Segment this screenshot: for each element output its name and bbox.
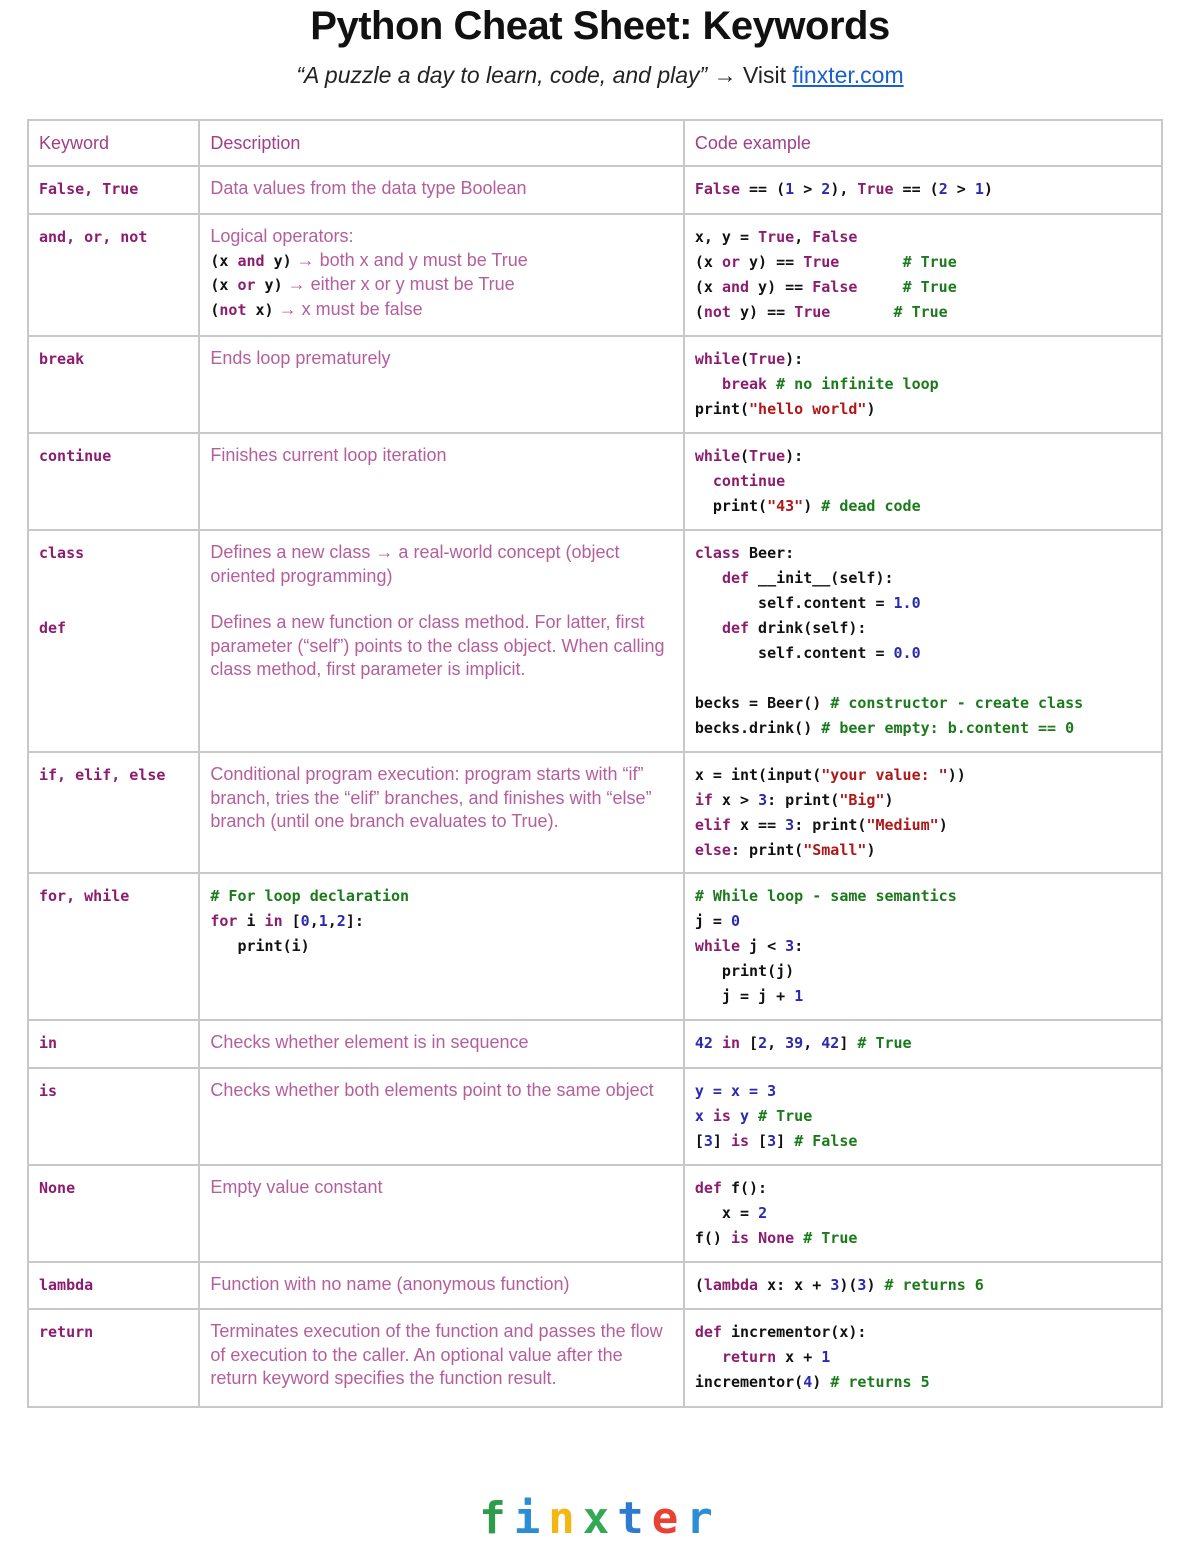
logo-letter: n [548, 1493, 583, 1544]
code-token: ) [803, 497, 822, 515]
keyword-cell: lambda [39, 1276, 94, 1294]
description-text: → both x and y must be True [291, 249, 528, 270]
code-token: ) [884, 791, 894, 809]
code-token: i [237, 912, 265, 930]
code-fragment: (x [210, 276, 238, 294]
code-token [794, 1229, 803, 1247]
table-row [28, 873, 1162, 1020]
description-line [210, 298, 672, 323]
code-token [857, 278, 902, 296]
code-fragment: or [237, 276, 256, 294]
code-token: elif [694, 816, 731, 834]
code-token: y) == [749, 278, 813, 296]
subtitle-arrow: → Visit [707, 62, 793, 88]
code-token: incrementor(x): [730, 1323, 867, 1341]
description-cell: Finishes current loop iteration [210, 445, 447, 465]
code-token: y [730, 1107, 759, 1125]
keyword-cell: for, while [39, 887, 130, 905]
code-fragment: x) [246, 300, 274, 319]
code-token: ) [866, 400, 876, 418]
code-token: 1 [821, 1348, 831, 1366]
code-token: # False [794, 1132, 858, 1150]
logo-letter: e [651, 1493, 687, 1544]
code-token: 1 [785, 180, 795, 198]
code-token: 2 [336, 912, 346, 930]
code-token: [ [749, 1132, 768, 1150]
description-cell: Function with no name (anonymous function) [210, 1274, 570, 1294]
code-token: False [812, 278, 858, 296]
code-token: is [730, 1229, 750, 1247]
code-token: if [694, 791, 713, 809]
code-token: : print( [794, 816, 867, 834]
code-token: or [721, 253, 740, 271]
table-header-row [28, 120, 1162, 166]
code-token: becks = Beer() [694, 694, 822, 712]
code-token: "Big" [839, 791, 885, 809]
code-token: ( [694, 303, 704, 321]
code-token: x + [776, 1348, 822, 1366]
code-token: ( [740, 447, 750, 465]
code-token: in [264, 912, 283, 930]
description-line [210, 249, 672, 274]
code-cell [695, 1079, 1151, 1154]
description-cell: Conditional program execution: program starts with “if” branch, tries the “elif” branches, and finishes with “else” branch (until one branch evaluates to True). [210, 764, 652, 831]
code-token: True [758, 228, 795, 246]
finxter-link[interactable]: finxter.com [792, 62, 904, 88]
code-token: 1 [794, 987, 804, 1005]
code-token [830, 303, 893, 321]
code-token: )( [839, 1276, 858, 1294]
description-line: Logical operators: [210, 226, 354, 246]
code-token: True [803, 253, 840, 271]
code-token: "your value: " [821, 766, 948, 784]
header-keyword: Keyword [28, 120, 199, 166]
code-token: # True [758, 1107, 813, 1125]
code-token: def [694, 1323, 722, 1341]
code-token: [ [740, 1034, 759, 1052]
code-token: : print( [730, 841, 804, 859]
code-token: [ [694, 1132, 704, 1150]
keyword-cell: if, elif, else [39, 766, 166, 784]
code-token: j = [694, 912, 722, 930]
code-fragment: ( [210, 300, 220, 319]
code-cell [695, 225, 1151, 325]
code-token: while [694, 350, 740, 368]
code-token: else [694, 841, 731, 859]
code-token: ) [812, 1373, 831, 1391]
logo-letter: t [617, 1493, 652, 1544]
code-token: for [210, 912, 238, 930]
code-token: # True [902, 278, 957, 296]
code-token: ) [983, 180, 993, 198]
code-token: > [794, 180, 822, 198]
code-token: 2 [758, 1204, 768, 1222]
code-token: , [803, 1034, 822, 1052]
code-token: , [309, 912, 319, 930]
code-token: 1.0 [893, 594, 921, 612]
code-token: lambda [703, 1276, 759, 1294]
logo-letter: f [479, 1493, 514, 1544]
code-token: 2 [938, 180, 948, 198]
description-cell: Defines a new function or class method. For latter, first parameter (“self”) points to the class object. When calling class method, first parameter is implicit. [210, 612, 665, 679]
page-title: Python Cheat Sheet: Keywords [310, 4, 890, 48]
code-fragment: and [237, 251, 265, 270]
code-token: > [947, 180, 975, 198]
code-token: True [794, 303, 831, 321]
header-description: Description [199, 120, 683, 166]
table-row [28, 1309, 1162, 1407]
code-cell [210, 884, 672, 959]
keywords-table [27, 119, 1163, 1408]
code-token: : print( [767, 791, 840, 809]
code-cell [695, 177, 1151, 202]
code-token: and [721, 278, 750, 296]
code-token: ( [740, 350, 750, 368]
code-token: 3 [785, 937, 795, 955]
code-token: # no infinite loop [776, 375, 939, 393]
description-cell [210, 225, 672, 322]
code-token: incrementor( [694, 1373, 804, 1391]
code-token: # While loop - same semantics [694, 887, 957, 905]
description-cell: Ends loop prematurely [210, 348, 391, 368]
description-text: → x must be false [273, 298, 423, 319]
code-token: def [694, 1179, 722, 1197]
code-token: 3 [857, 1276, 867, 1294]
code-token: 4 [803, 1373, 813, 1391]
code-token: 2 [821, 180, 831, 198]
code-token: x: x + [758, 1276, 831, 1294]
description-cell: Checks whether both elements point to the same object [210, 1080, 654, 1100]
code-token: # True [803, 1229, 858, 1247]
code-cell [695, 884, 1151, 1009]
code-token: True [749, 447, 786, 465]
code-token: 2 [758, 1034, 768, 1052]
code-token: continue [712, 472, 786, 490]
code-token: 1 [318, 912, 328, 930]
code-token: None [758, 1229, 795, 1247]
code-token: "Small" [803, 841, 867, 859]
keyword-cell: None [39, 1179, 76, 1197]
description-cell: Checks whether element is in sequence [210, 1032, 529, 1052]
description-line [210, 273, 672, 298]
code-token: y = x = [694, 1082, 768, 1100]
code-token: (x [694, 278, 722, 296]
code-token: ): [785, 447, 804, 465]
table-row [28, 530, 1162, 752]
code-token: def [721, 619, 750, 637]
code-token: True [749, 350, 786, 368]
code-token: is [730, 1132, 750, 1150]
code-token: , [794, 228, 813, 246]
code-token: 3 [703, 1132, 713, 1150]
code-token: , [327, 912, 337, 930]
code-token: (x [694, 253, 722, 271]
table-row [28, 336, 1162, 433]
logo-letter: r [686, 1493, 721, 1544]
code-token: 3 [785, 816, 795, 834]
code-token: drink(self): self.content = [758, 619, 885, 662]
code-token: break [721, 375, 768, 393]
code-token: == ( [740, 180, 786, 198]
keyword-cell: return [39, 1323, 94, 1341]
code-cell [695, 1273, 1151, 1298]
description-cell: Empty value constant [210, 1177, 383, 1197]
code-token: # dead code [821, 497, 921, 515]
table-row [28, 1020, 1162, 1068]
code-token: ), [830, 180, 858, 198]
table-row [28, 1068, 1162, 1165]
code-fragment: (x [210, 251, 238, 270]
code-token: while [694, 937, 740, 955]
code-token: x == [730, 816, 786, 834]
code-token: 0.0 [893, 644, 921, 662]
code-fragment: not [219, 300, 247, 319]
keyword-cell: continue [39, 447, 112, 465]
code-token: "hello world" [749, 400, 867, 418]
keyword-cell: and, or, not [39, 228, 148, 246]
code-token: return [721, 1348, 777, 1366]
keyword-cell: class [39, 544, 85, 562]
header-code-example: Code example [684, 120, 1162, 166]
code-token: ): [785, 350, 804, 368]
code-token: # True [857, 1034, 912, 1052]
code-token: , [767, 1034, 786, 1052]
code-token: False [694, 180, 740, 198]
code-token: # returns 6 [884, 1276, 984, 1294]
code-token [749, 1229, 758, 1247]
code-token [767, 375, 776, 393]
keyword-cell: is [39, 1082, 58, 1100]
code-cell [695, 444, 1151, 519]
keyword-cell: in [39, 1034, 58, 1052]
code-token [839, 253, 902, 271]
finxter-logo [0, 1493, 1200, 1544]
code-token [695, 619, 722, 637]
code-token: : print(j) j = j + [721, 937, 804, 1005]
code-token: Beer: [749, 544, 795, 562]
code-token: 3 [830, 1276, 840, 1294]
code-token: # For loop declaration [210, 887, 410, 905]
code-token: in [721, 1034, 740, 1052]
code-cell [695, 763, 1151, 863]
code-fragment: y) [264, 251, 292, 270]
code-token: x > [712, 791, 759, 809]
code-token: y) == [730, 303, 795, 321]
code-token: 0 [300, 912, 310, 930]
code-token: ( [694, 1276, 704, 1294]
code-token: print( [712, 497, 768, 515]
code-token: # True [893, 303, 948, 321]
code-token: 39 [785, 1034, 804, 1052]
code-token: j < [740, 937, 786, 955]
code-fragment: y) [255, 276, 283, 294]
code-token: f() [694, 1229, 722, 1247]
code-token: while [694, 447, 740, 465]
table-row [28, 214, 1162, 336]
code-token: ] [712, 1132, 731, 1150]
code-token: [ [282, 912, 301, 930]
code-token: 42 [694, 1034, 713, 1052]
keyword-cell: break [39, 350, 85, 368]
code-token: ] [776, 1132, 795, 1150]
code-token: )) [947, 766, 966, 784]
code-token: 3 [767, 1132, 777, 1150]
code-token: False [812, 228, 858, 246]
subtitle [0, 62, 1200, 89]
table-row [28, 1262, 1162, 1309]
code-token: "43" [767, 497, 804, 515]
code-token: # beer empty: b.content == 0 [821, 719, 1075, 737]
code-token: y) == [740, 253, 804, 271]
code-token: f(): x = [721, 1179, 768, 1222]
code-token: 0 [730, 912, 740, 930]
code-token: becks.drink() [694, 719, 813, 737]
code-cell [695, 347, 1151, 422]
code-cell [695, 1320, 1151, 1395]
code-token: 42 [821, 1034, 840, 1052]
code-token: x [694, 1107, 704, 1125]
code-token: "Medium" [866, 816, 939, 834]
code-cell [695, 1031, 1151, 1056]
code-token: ) [938, 816, 948, 834]
description-cell: Terminates execution of the function and passes the flow of execution to the caller. An optional value after the return keyword specifies the function result. [210, 1321, 663, 1388]
code-cell [695, 541, 1151, 741]
logo-letter: i [513, 1493, 549, 1544]
table-row [28, 752, 1162, 873]
code-token: ] [839, 1034, 858, 1052]
code-token: True [857, 180, 894, 198]
code-token: ) [866, 841, 876, 859]
keyword-cell: False, True [39, 180, 139, 198]
code-cell [695, 1176, 1151, 1251]
code-token: # constructor - create class [830, 694, 1084, 712]
code-token: not [703, 303, 731, 321]
description-text: → either x or y must be True [282, 274, 515, 294]
code-token: # True [902, 253, 957, 271]
code-token: is [712, 1107, 731, 1125]
code-token: ) [866, 1276, 885, 1294]
code-token: # returns 5 [830, 1373, 930, 1391]
description-cell: Defines a new class → a real-world concept (object oriented programming) [210, 542, 620, 586]
code-token [713, 1034, 722, 1052]
code-token: ]: print(i) [237, 912, 364, 955]
logo-letter: x [582, 1493, 618, 1544]
code-token: x, y = [694, 228, 759, 246]
code-token: __init__(self): self.content = [758, 569, 894, 612]
code-token: 3 [767, 1082, 777, 1100]
code-token: == ( [893, 180, 939, 198]
code-token: x = int(input( [694, 766, 822, 784]
keyword-cell: def [39, 619, 67, 637]
code-token: print( [694, 400, 750, 418]
code-token: class [694, 544, 740, 562]
subtitle-quote: “A puzzle a day to learn, code, and play” [296, 62, 708, 88]
table-row [28, 433, 1162, 530]
table-row [28, 1165, 1162, 1262]
table-row [28, 166, 1162, 214]
code-token: def [721, 569, 750, 587]
code-token: 3 [758, 791, 768, 809]
description-cell: Data values from the data type Boolean [210, 178, 527, 198]
code-token: 1 [974, 180, 984, 198]
